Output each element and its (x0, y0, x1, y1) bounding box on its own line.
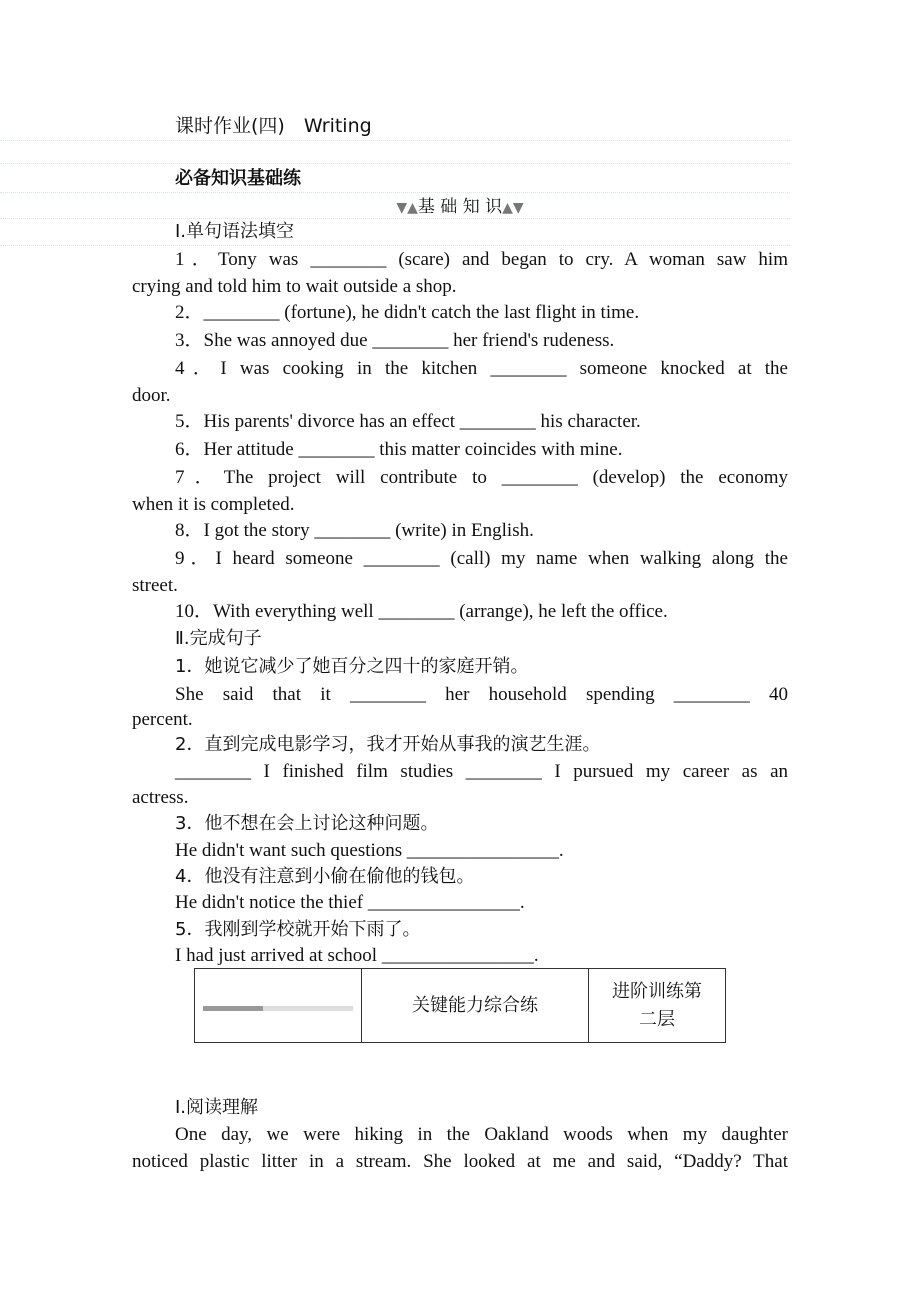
divider (0, 140, 790, 141)
sentence-cont: percent. (132, 709, 193, 730)
sentence-chinese: 1．她说它减少了她百分之四十的家庭开销。 (175, 656, 529, 677)
question: 9．I heard someone ________ (call) my name when walking along the (175, 548, 788, 569)
sentence-english: ________ I finished film studies ________ I pursued my career as an (175, 761, 788, 782)
divider (0, 163, 790, 164)
reading-text: One day, we were hiking in the Oakland woods when my daughter (175, 1124, 788, 1145)
sentence-english: He didn't want such questions ________________. (175, 840, 564, 861)
sentence-chinese: 2．直到完成电影学习，我才开始从事我的演艺生涯。 (175, 734, 601, 755)
level-line1: 进阶训练第 (612, 980, 702, 1002)
question: 3．She was annoyed due ________ her friend's rudeness. (175, 330, 615, 351)
question: 1．Tony was ________ (scare) and began to cry. A woman saw him (175, 249, 788, 270)
triangle-icon: ▲▼ (502, 200, 524, 216)
level-line2: 二层 (639, 1008, 675, 1030)
level-cell (589, 969, 726, 1043)
divider (0, 245, 790, 246)
sentence-chinese: 3．他不想在会上讨论这种问题。 (175, 813, 439, 834)
question-cont: when it is completed. (132, 494, 295, 515)
section-title-cell: 关键能力综合练 (362, 969, 589, 1043)
progress-bar-cell (195, 969, 362, 1043)
question-cont: crying and told him to wait outside a shop. (132, 276, 457, 297)
reading-text: noticed plastic litter in a stream. She looked at me and said, “Daddy? That (132, 1151, 788, 1172)
question: 2．________ (fortune), he didn't catch the last flight in time. (175, 302, 640, 323)
subsection-title: 基 础 知 识 (417, 197, 503, 217)
section-heading: 必备知识基础练 (175, 168, 301, 189)
page-title: 课时作业(四) Writing (175, 115, 372, 137)
divider (0, 192, 790, 193)
question-cont: door. (132, 385, 171, 406)
part-heading: Ⅱ.完成句子 (175, 628, 262, 649)
question: 7．The project will contribute to ________ (develop) the economy (175, 467, 788, 488)
part-heading: Ⅰ.阅读理解 (175, 1097, 259, 1118)
subsection-banner (0, 195, 920, 220)
question: 8．I got the story ________ (write) in English. (175, 520, 534, 541)
question: 10．With everything well ________ (arrange), he left the office. (175, 601, 668, 622)
sentence-chinese: 4．他没有注意到小偷在偷他的钱包。 (175, 866, 475, 887)
decorative-bar (203, 1006, 353, 1011)
sentence-chinese: 5．我刚到学校就开始下雨了。 (175, 919, 421, 940)
question: 4．I was cooking in the kitchen ________ someone knocked at the (175, 358, 788, 379)
question: 6．Her attitude ________ this matter coincides with mine. (175, 439, 623, 460)
question-cont: street. (132, 575, 178, 596)
sentence-english: I had just arrived at school ________________. (175, 945, 539, 966)
section-banner-table (194, 968, 726, 1043)
sentence-english: He didn't notice the thief ________________. (175, 892, 525, 913)
sentence-cont: actress. (132, 787, 189, 808)
question: 5．His parents' divorce has an effect ________ his character. (175, 411, 641, 432)
triangle-icon: ▼▲ (396, 200, 418, 216)
part-heading: Ⅰ.单句语法填空 (175, 221, 295, 242)
sentence-english: She said that it ________ her household spending ________ 40 (175, 684, 788, 705)
